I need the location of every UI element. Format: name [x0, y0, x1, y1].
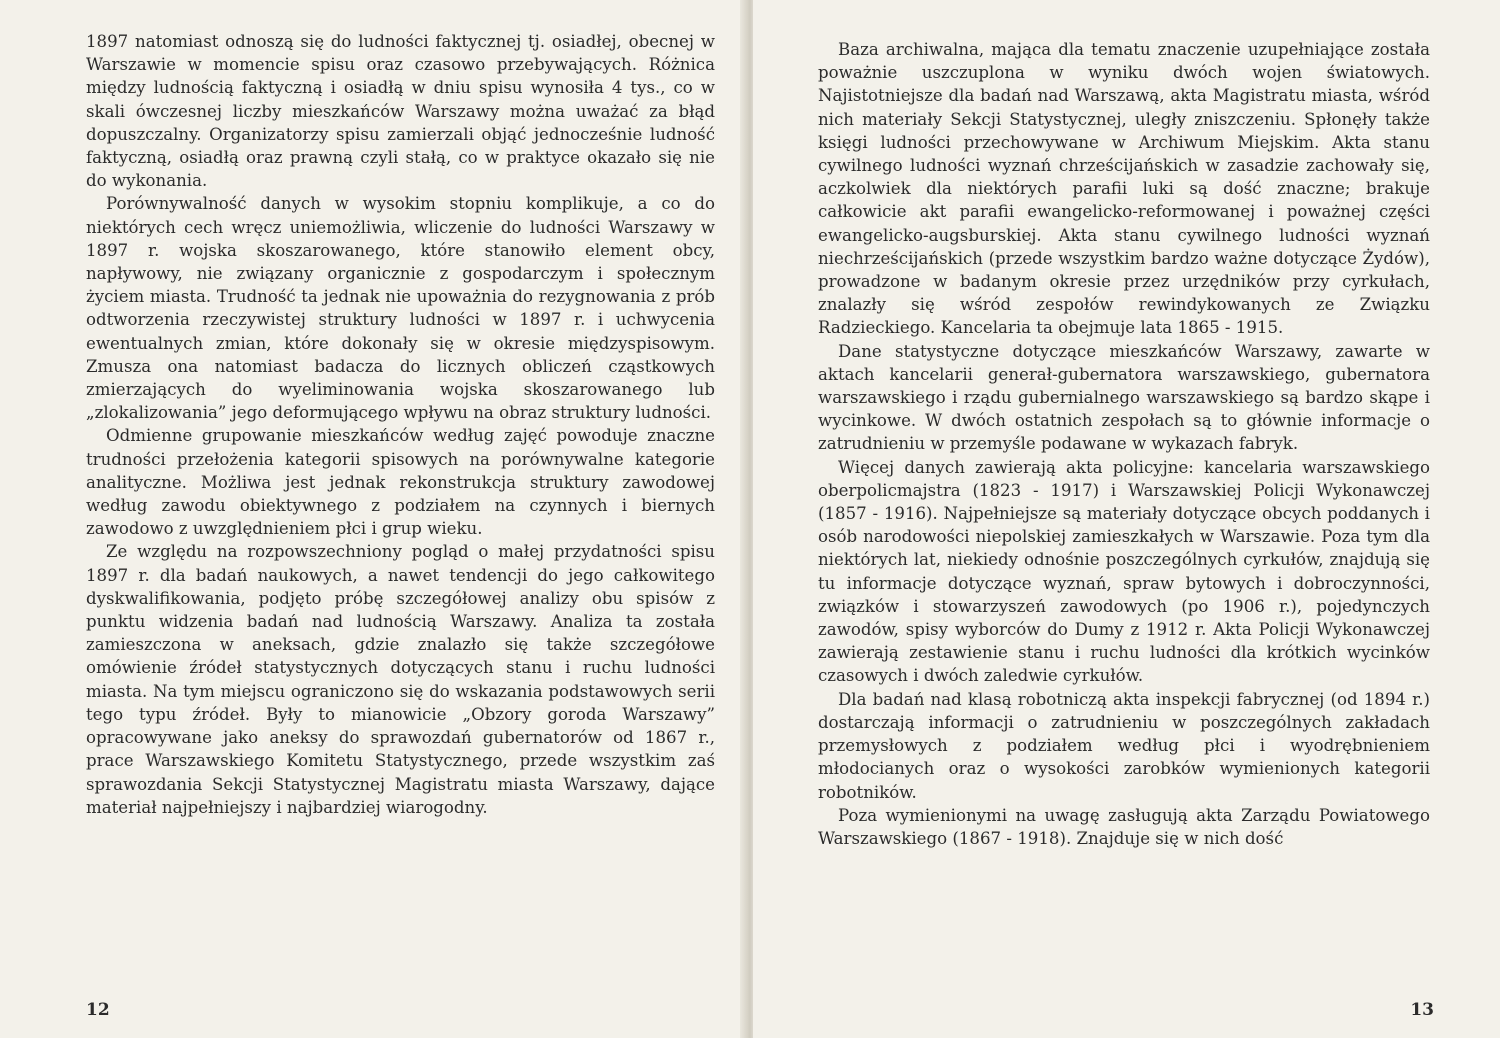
- right-page: [753, 0, 1500, 1038]
- right-page-text: [818, 38, 1430, 850]
- page-number-left: 12: [86, 1000, 110, 1020]
- right-paragraph-4: Dla badań nad klasą robotniczą akta inspekcji fabrycznej (od 1894 r.) dostarczają informacji o zatrudnieniu w poszczególnych zakładach przemysłowych z podziałem według płci i wyodrębnieniem młodocianych oraz o wysokości zarobków wymienionych kategorii robotników.: [818, 689, 1430, 802]
- right-paragraph-3: Więcej danych zawierają akta policyjne: kancelaria warszawskiego oberpolicmajstra (1823 - 1917) i Warszawskiej Policji Wykonawczej (1857 - 1916). Najpełniejsze są materiały dotyczące obcych poddanych i osób narodowości niepolskiej zamieszkałych w Warszawie. Poza tym dla niektórych lat, niekiedy odnośnie poszczególnych cyrkułów, znajdują się tu informacje dotyczące wyznań, spraw bytowych i dobroczynności, związków i stowarzyszeń zawodowych (po 1906 r.), pojedynczych zawodów, spisy wyborców do Dumy z 1912 r. Akta Policji Wykonawczej zawierają zestawienie stanu i ruchu ludności dla krótkich wycinków czasowych i dwóch zaledwie cyrkułów.: [818, 457, 1430, 686]
- right-paragraph-1: Baza archiwalna, mająca dla tematu znaczenie uzupełniające została poważnie uszczuplona w wyniku dwóch wojen światowych. Najistotniejsze dla badań nad Warszawą, akta Magistratu miasta, wśród nich materiały Sekcji Statystycznej, uległy zniszczeniu. Spłonęły także księgi ludności przechowywane w Archiwum Miejskim. Akta stanu cywilnego ludności wyznań chrześcijańskich w zasadzie zachowały się, aczkolwiek dla niektórych parafii luki są dość znaczne; brakuje całkowicie akt parafii ewangelicko-reformowanej i poważnej części ewangelicko-augsburskiej. Akta stanu cywilnego ludności wyznań niechrześcijańskich (przede wszystkim bardzo ważne dotyczące Żydów), prowadzone w badanym okresie przez urzędników przy cyrkułach, znalazły się wśród zespołów rewindykowanych ze Związku Radzieckiego. Kancelaria ta obejmuje lata 1865 - 1915.: [818, 40, 1430, 338]
- left-paragraph-2: Porównywalność danych w wysokim stopniu komplikuje, a co do niektórych cech wręcz uniemożliwia, wliczenie do ludności Warszawy w 1897 r. wojska skoszarowanego, które stanowiło element obcy, napływowy, nie związany organicznie z gospodarczym i społecznym życiem miasta. Trudność ta jednak nie upoważnia do rezygnowania z prób odtworzenia rzeczywistej struktury ludności w 1897 r. i uchwycenia ewentualnych zmian, które dokonały się w okresie międzyspisowym. Zmusza ona natomiast badacza do licznych obliczeń cząstkowych zmierzających do wyeliminowania wojska skoszarowanego lub „zlokalizowania” jego deformującego wpływu na obraz struktury ludności.: [86, 194, 715, 423]
- left-paragraph-4: Ze względu na rozpowszechniony pogląd o małej przydatności spisu 1897 r. dla badań naukowych, a nawet tendencji do jego całkowitego dyskwalifikowania, podjęto próbę szczegółowej analizy obu spisów z punktu widzenia badań nad ludnością Warszawy. Analiza ta została zamieszczona w aneksach, gdzie znalazło się także szczegółowe omówienie źródeł statystycznych dotyczących stanu i ruchu ludności miasta. Na tym miejscu ograniczono się do wskazania podstawowych serii tego typu źródeł. Były to mianowicie „Obzory goroda Warszawy” opracowywane jako aneksy do sprawozdań gubernatorów od 1867 r., prace Warszawskiego Komitetu Statystycznego, przede wszystkim zaś sprawozdania Sekcji Statystycznej Magistratu miasta Warszawy, dające materiał najpełniejszy i najbardziej wiarogodny.: [86, 542, 715, 817]
- left-paragraph-3: Odmienne grupowanie mieszkańców według zajęć powoduje znaczne trudności przełożenia kategorii spisowych na porównywalne kategorie analityczne. Możliwa jest jednak rekonstrukcja struktury zawodowej według zawodu obiektywnego z podziałem na czynnych i biernych zawodowo z uwzględnieniem płci i grup wieku.: [86, 426, 715, 539]
- page-number-right: 13: [1410, 1000, 1434, 1020]
- right-paragraph-2: Dane statystyczne dotyczące mieszkańców Warszawy, zawarte w aktach kancelarii generał-gubernatora warszawskiego, gubernatora warszawskiego i rządu gubernialnego warszawskiego są bardzo skąpe i wycinkowe. W dwóch ostatnich zespołach są to głównie informacje o zatrudnieniu w przemyśle podawane w wykazach fabryk.: [818, 341, 1430, 454]
- left-paragraph-1: 1897 natomiast odnoszą się do ludności faktycznej tj. osiadłej, obecnej w Warszawie w momencie spisu oraz czasowo przebywających. Różnica między ludnością faktyczną i osiadłą w dniu spisu wynosiła 4 tys., co w skali ówczesnej liczby mieszkańców Warszawy można uważać za błąd dopuszczalny. Organizatorzy spisu zamierzali objąć jednocześnie ludność faktyczną, osiadłą oraz prawną czyli stałą, co w praktyce okazało się nie do wykonania.: [86, 32, 715, 191]
- left-page-text: [86, 30, 715, 819]
- left-page: [0, 0, 747, 1038]
- right-paragraph-5: Poza wymienionymi na uwagę zasługują akta Zarządu Powiatowego Warszawskiego (1867 - 1918). Znajduje się w nich dość: [818, 805, 1430, 848]
